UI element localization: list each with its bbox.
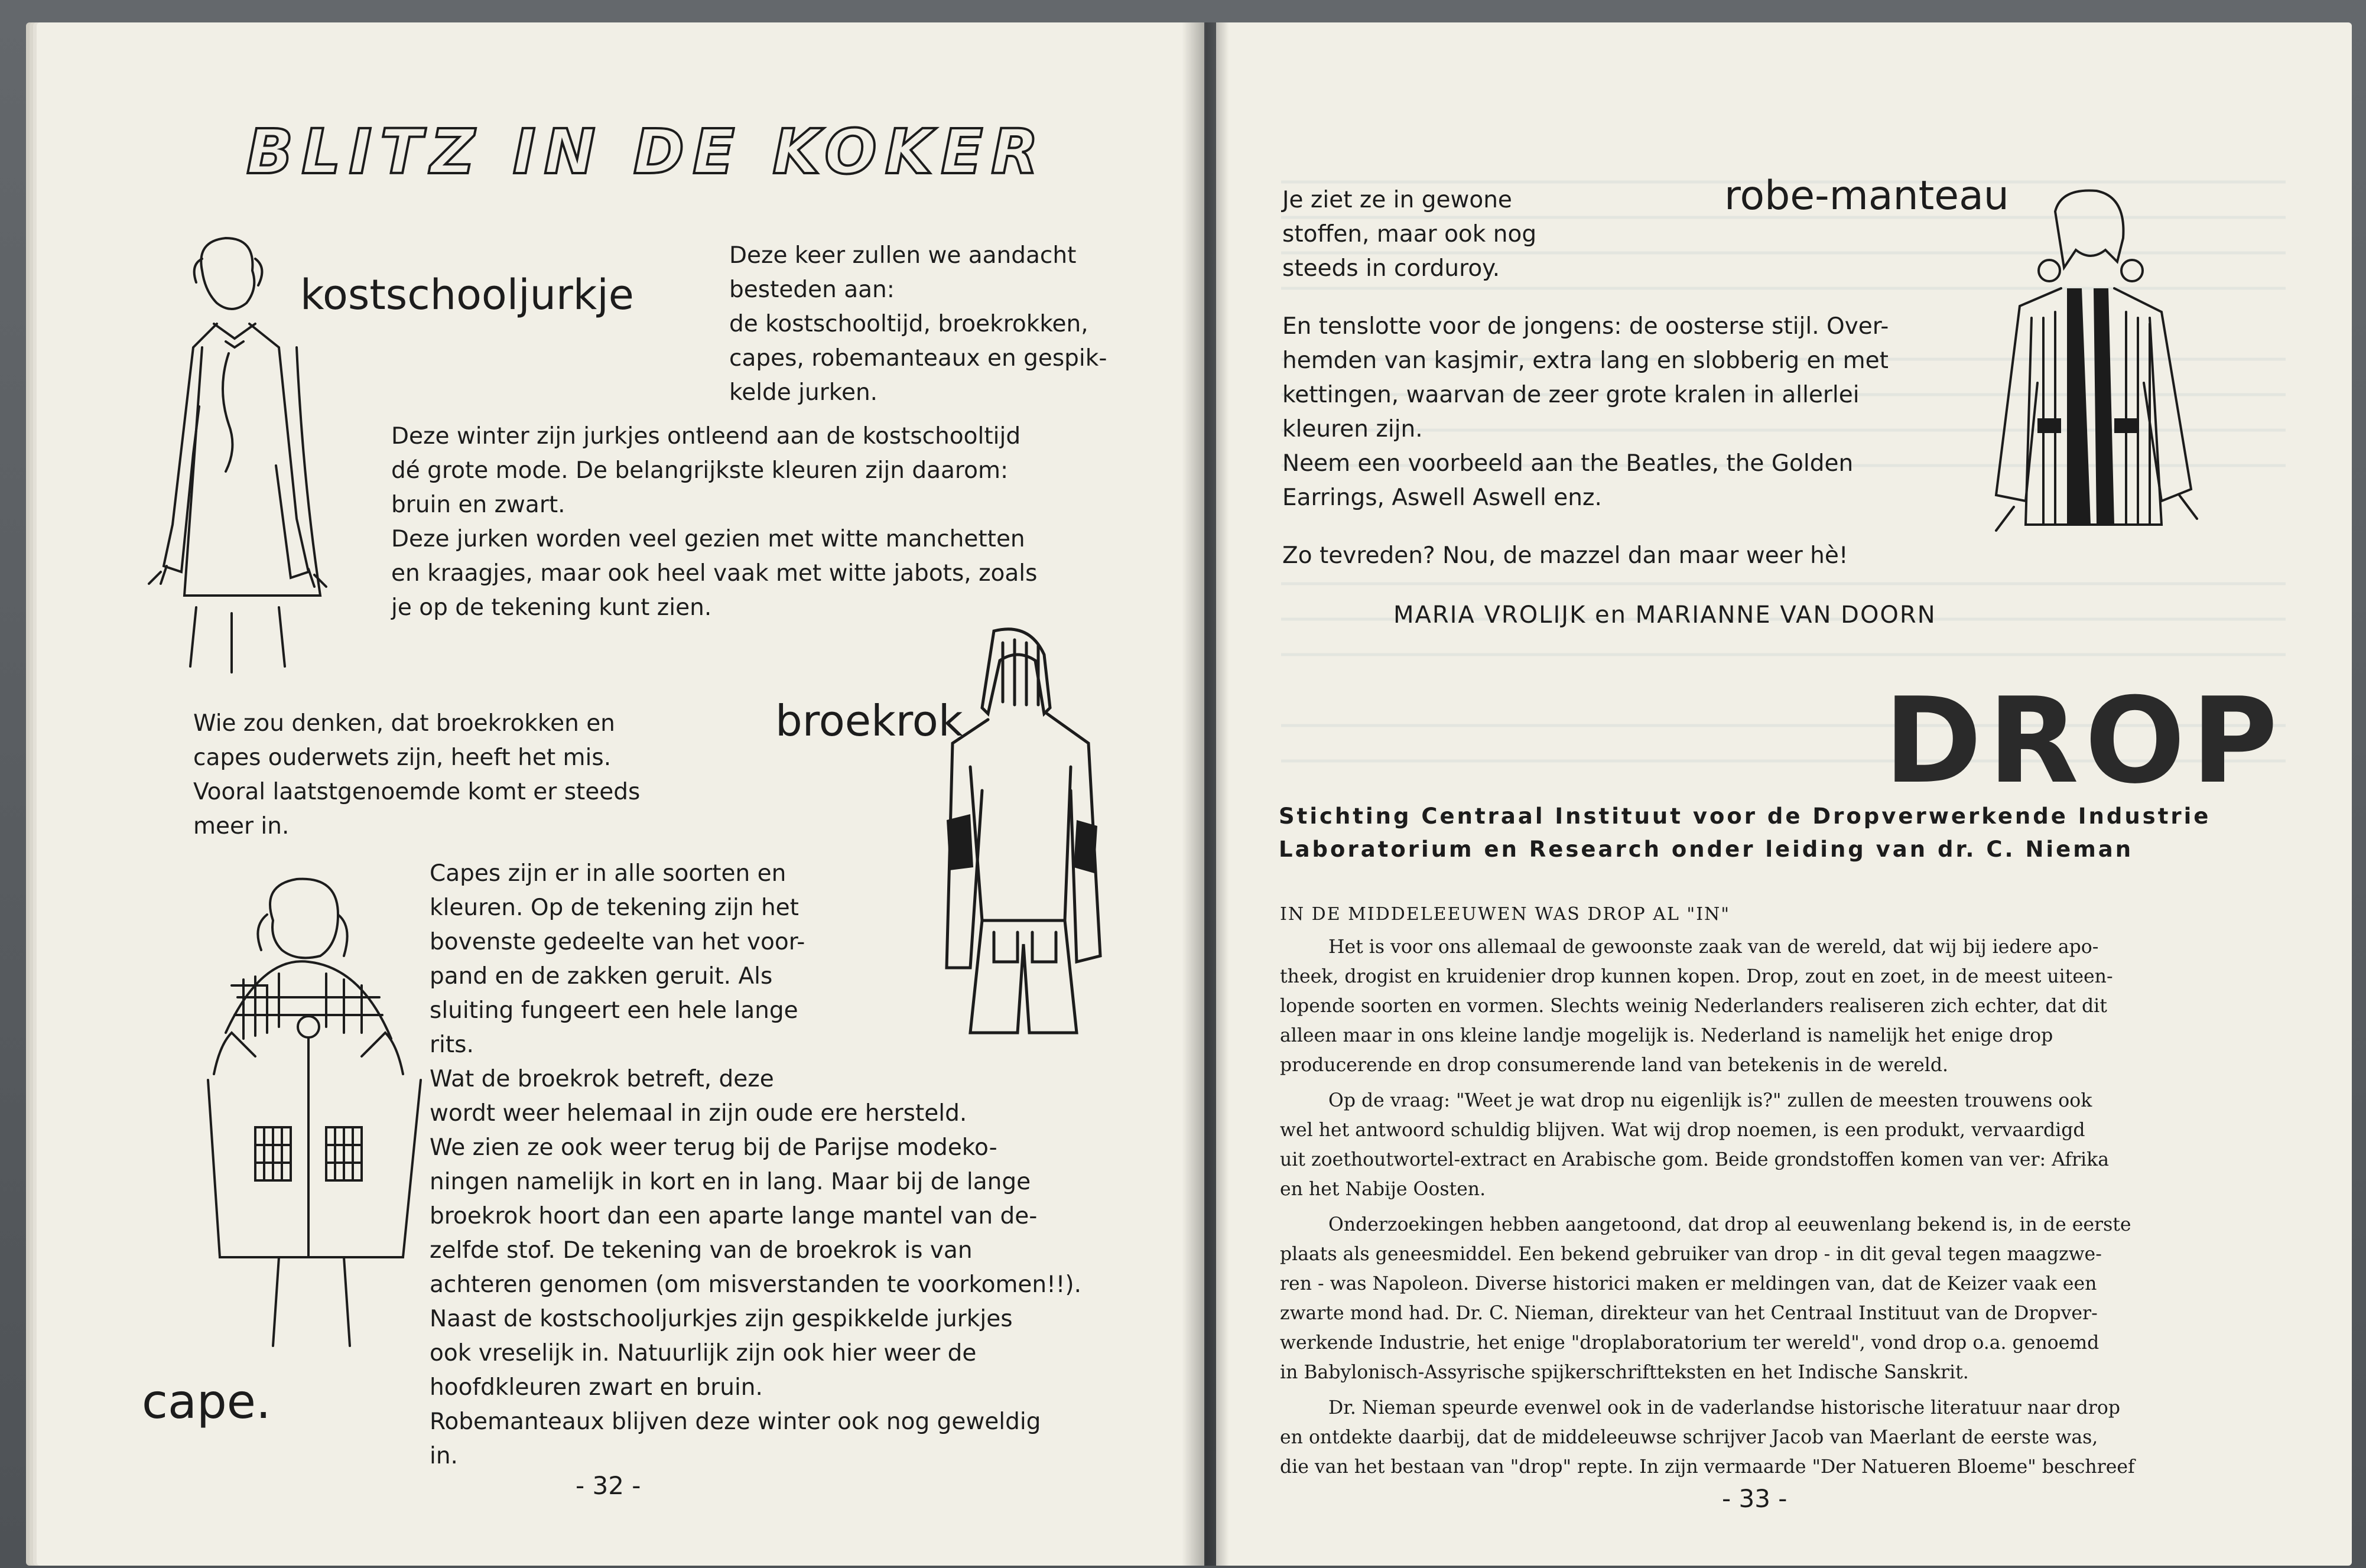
article-line: en ontdekte daarbij, dat de middeleeuwse schrijver Jacob van Maerlant de eerste was, — [1280, 1427, 2098, 1448]
robe-para-line: Je ziet ze in gewone — [1282, 187, 1512, 213]
closing-line: Zo tevreden? Nou, de mazzel dan maar weer hè! — [1282, 542, 1848, 569]
para3-line: achteren genomen (om misverstanden te voorkomen!!). — [430, 1271, 1082, 1298]
para3-line: ningen namelijk in kort en in lang. Maar bij de lange — [430, 1169, 1031, 1195]
label-broekrok: broekrok — [775, 696, 963, 746]
label-cape: cape. — [142, 1374, 271, 1429]
boys-para-line: Earrings, Aswell Aswell enz. — [1282, 484, 1602, 511]
page-title: BLITZ IN DE KOKER — [246, 116, 1047, 188]
article-line: Dr. Nieman speurde evenwel ook in de vaderlandse historische literatuur naar drop — [1328, 1397, 2120, 1419]
intro-line: besteden aan: — [729, 276, 895, 303]
cape-illustration — [190, 879, 438, 1352]
para3-line: pand en de zakken geruit. Als — [430, 963, 773, 990]
para3-line: kleuren. Op de tekening zijn het — [430, 894, 799, 921]
article-line: in Babylonisch-Assyrische spijkerschriftteksten en het Indische Sanskrit. — [1280, 1362, 1969, 1383]
intro-line: de kostschooltijd, broekrokken, — [729, 311, 1088, 337]
intro-line: Deze keer zullen we aandacht — [729, 242, 1077, 269]
article-line: Het is voor ons allemaal de gewoonste zaak van de wereld, dat wij bij iedere apo- — [1328, 936, 2099, 958]
book-gutter — [1182, 22, 1229, 1566]
intro-line: capes, robemanteaux en gespik- — [729, 345, 1107, 372]
para1-line: dé grote mode. De belangrijkste kleuren zijn daarom: — [391, 457, 1009, 484]
article-line: en het Nabije Oosten. — [1280, 1179, 1486, 1200]
boys-para-line: En tenslotte voor de jongens: de oosterse stijl. Over- — [1282, 313, 1889, 340]
para2-line: Wie zou denken, dat broekrokken en — [193, 710, 615, 737]
authors: MARIA VROLIJK en MARIANNE VAN DOORN — [1393, 601, 1936, 629]
article-line: Onderzoekingen hebben aangetoond, dat drop al eeuwenlang bekend is, in de eerste — [1328, 1214, 2131, 1235]
article-line: ren - was Napoleon. Diverse historici maken er meldingen van, dat de Keizer vaak een — [1280, 1273, 2097, 1294]
page-number-right: - 33 - — [1722, 1484, 1788, 1513]
para3-line: ook vreselijk in. Natuurlijk zijn ook hier weer de — [430, 1340, 977, 1367]
broekrok-illustration — [899, 625, 1124, 1050]
article-heading: IN DE MIDDELEEUWEN WAS DROP AL "IN" — [1280, 904, 1731, 925]
para3-line: hoofdkleuren zwart en bruin. — [430, 1374, 763, 1401]
para3-line: in. — [430, 1443, 458, 1469]
kostschooljurkje-illustration — [113, 235, 385, 708]
page-number-left: - 32 - — [576, 1471, 641, 1500]
article-line: zwarte mond had. Dr. C. Nieman, direkteur van het Centraal Instituut van de Dropver- — [1280, 1303, 2098, 1324]
para3-line: zelfde stof. De tekening van de broekrok is van — [430, 1237, 973, 1264]
robe-para-line: stoffen, maar ook nog — [1282, 221, 1537, 248]
article-line: plaats als geneesmiddel. Een bekend gebruiker van drop - in dit geval tegen maagzwe- — [1280, 1244, 2102, 1265]
para3-line: sluiting fungeert een hele lange — [430, 997, 798, 1024]
para3-line: bovenste gedeelte van het voor- — [430, 929, 805, 955]
article-line: die van het bestaan van "drop" repte. In zijn vermaarde "Der Natueren Bloeme" beschreef — [1280, 1456, 2135, 1478]
para1-line: Deze winter zijn jurkjes ontleend aan de kostschooltijd — [391, 423, 1021, 450]
para1-line: Deze jurken worden veel gezien met witte manchetten — [391, 526, 1025, 552]
para1-line: je op de tekening kunt zien. — [391, 594, 712, 621]
para3-line: We zien ze ook weer terug bij de Parijse modeko- — [430, 1134, 997, 1161]
para1-line: bruin en zwart. — [391, 492, 566, 518]
intro-line: kelde jurken. — [729, 379, 878, 406]
para3-line: Robemanteaux blijven deze winter ook nog geweldig — [430, 1408, 1041, 1435]
robe-manteau-illustration — [1955, 188, 2227, 554]
para2-line: capes ouderwets zijn, heeft het mis. — [193, 744, 612, 771]
robe-para-line: steeds in corduroy. — [1282, 255, 1500, 282]
stichting-line: Stichting Centraal Instituut voor de Dropverwerkende Industrie — [1279, 803, 2211, 829]
article-line: alleen maar in ons kleine landje mogelijk is. Nederland is namelijk het enige drop — [1280, 1025, 2053, 1046]
para3-line: wordt weer helemaal in zijn oude ere hersteld. — [430, 1100, 967, 1127]
article-line: uit zoethoutwortel-extract en Arabische gom. Beide grondstoffen komen van ver: Afrika — [1280, 1149, 2109, 1170]
para3-line: Wat de broekrok betreft, deze — [430, 1066, 774, 1092]
left-page — [37, 22, 1204, 1566]
right-page — [1216, 22, 2352, 1566]
article-line: lopende soorten en vormen. Slechts weinig Nederlanders realiseren zich echter, dat dit — [1280, 996, 2107, 1017]
article-line: wel het antwoord schuldig blijven. Wat wij drop noemen, is een produkt, vervaardigd — [1280, 1120, 2085, 1141]
drop-logo: DROP — [1884, 672, 2284, 810]
article-line: theek, drogist en kruidenier drop kunnen kopen. Drop, zout en zoet, in de meest uiteen- — [1280, 966, 2113, 987]
boys-para-line: kettingen, waarvan de zeer grote kralen in allerlei — [1282, 382, 1860, 408]
para2-line: meer in. — [193, 813, 290, 840]
para1-line: en kraagjes, maar ook heel vaak met witte jabots, zoals — [391, 560, 1038, 587]
boys-para-line: Neem een voorbeeld aan the Beatles, the Golden — [1282, 450, 1854, 477]
para3-line: Naast de kostschooljurkjes zijn gespikkelde jurkjes — [430, 1306, 1013, 1332]
article-line: producerende en drop consumerende land van betekenis in de wereld. — [1280, 1055, 1949, 1076]
para3-line: Capes zijn er in alle soorten en — [430, 860, 786, 887]
para3-line: broekrok hoort dan een aparte lange mantel van de- — [430, 1203, 1038, 1229]
boys-para-line: hemden van kasjmir, extra lang en slobberig en met — [1282, 347, 1889, 374]
label-kostschooljurkje: kostschooljurkje — [300, 271, 634, 319]
boys-para-line: kleuren zijn. — [1282, 416, 1423, 443]
label-robe-manteau: robe-manteau — [1724, 173, 2009, 219]
article-line: Op de vraag: "Weet je wat drop nu eigenlijk is?" zullen de meesten trouwens ook — [1328, 1090, 2092, 1111]
para3-line: rits. — [430, 1032, 474, 1058]
para2-line: Vooral laatstgenoemde komt er steeds — [193, 779, 641, 805]
article-line: werkende Industrie, het enige "droplaboratorium ter wereld", vond drop o.a. genoemd — [1280, 1332, 2100, 1354]
stichting-line: Laboratorium en Research onder leiding van dr. C. Nieman — [1279, 837, 2134, 862]
